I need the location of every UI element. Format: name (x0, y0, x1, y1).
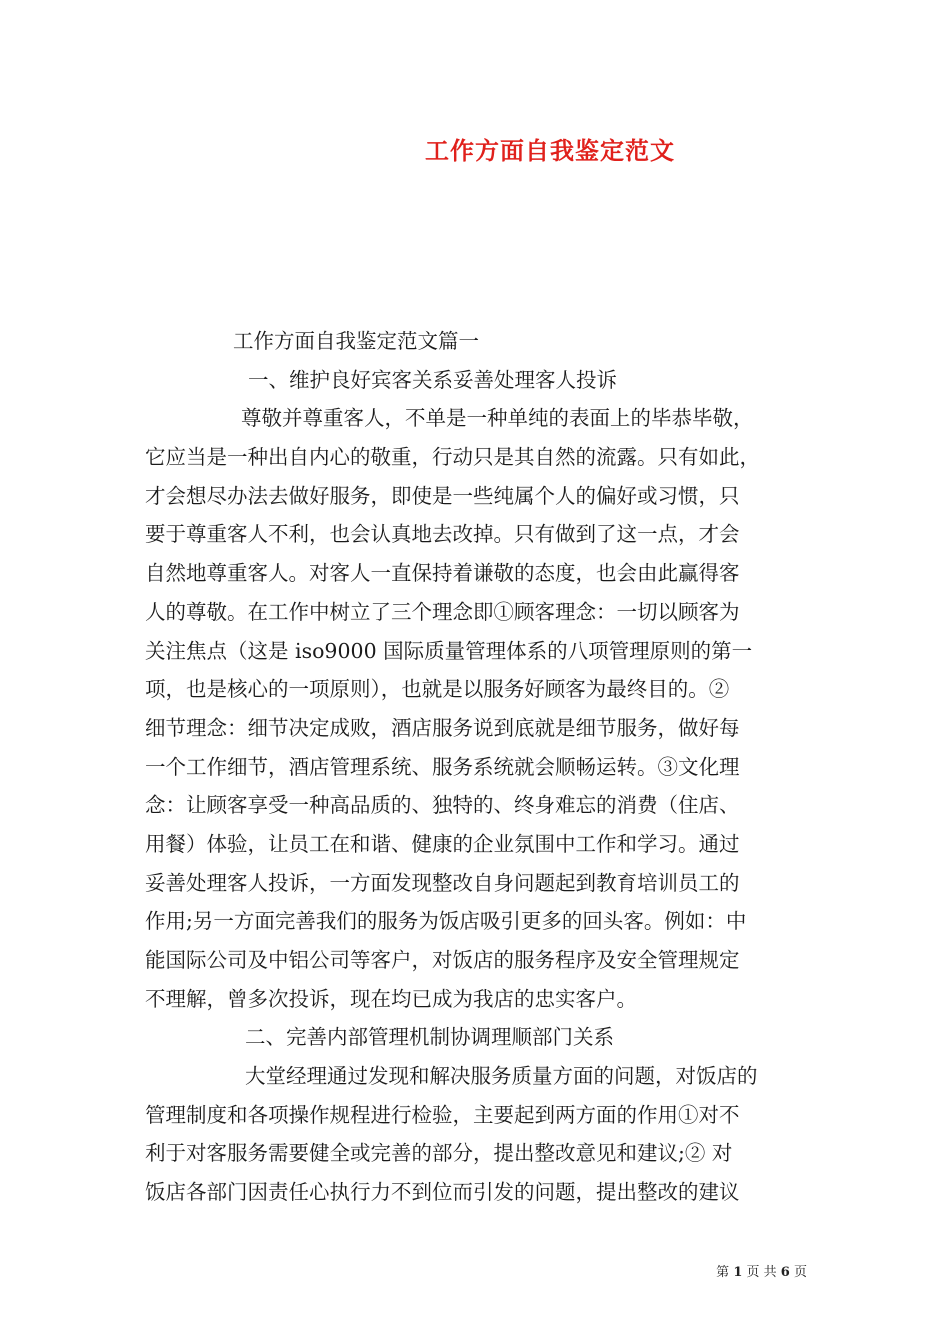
total-page-number: 6 (780, 1265, 790, 1280)
paragraph-line: 作用;另一方面完善我们的服务为饭店吸引更多的回头客。例如：中 (145, 909, 747, 934)
paragraph-line: 不理解，曾多次投诉，现在均已成为我店的忠实客户。 (145, 986, 637, 1011)
page-number-footer (716, 1263, 807, 1283)
footer-suffix: 页 (793, 1265, 807, 1280)
paragraph-line: 利于对客服务需要健全或完善的部分，提出整改意见和建议;② 对 (145, 1141, 733, 1166)
paragraph-line: 大堂经理通过发现和解决服务质量方面的问题，对饭店的 (245, 1064, 758, 1089)
paragraph-line: 尊敬并尊重客人，不单是一种单纯的表面上的毕恭毕敬， (241, 406, 754, 431)
subsection-heading: 二、完善内部管理机制协调理顺部门关系 (245, 1025, 614, 1050)
paragraph-line: 要于尊重客人不利，也会认真地去改掉。只有做到了这一点，才会 (145, 522, 740, 547)
paragraph-line: 自然地尊重客人。对客人一直保持着谦敬的态度，也会由此赢得客 (145, 561, 740, 586)
subsection-heading: 一、维护良好宾客关系妥善处理客人投诉 (248, 367, 617, 392)
paragraph-line: 关注焦点（这是 iso9000 国际质量管理体系的八项管理原则的第一 (145, 638, 753, 663)
paragraph-line: 才会想尽办法去做好服务，即使是一些纯属个人的偏好或习惯，只 (145, 483, 740, 508)
paragraph-line: 能国际公司及中铝公司等客户，对饭店的服务程序及安全管理规定 (145, 948, 740, 972)
paragraph-line: 饭店各部门因责任心执行力不到位而引发的问题，提出整改的建议 (145, 1180, 740, 1205)
paragraph-line: 用餐）体验，让员工在和谐、健康的企业氛围中工作和学习。通过 (145, 831, 740, 856)
paragraph-line: 一个工作细节，酒店管理系统、服务系统就会顺畅运转。③文化理 (145, 754, 740, 779)
footer-middle: 页 共 (746, 1265, 777, 1280)
document-title: 工作方面自我鉴定范文 (425, 136, 675, 165)
paragraph-line: 人的尊敬。在工作中树立了三个理念即①顾客理念：一切以顾客为 (145, 599, 740, 624)
section-heading: 工作方面自我鉴定范文篇一 (233, 329, 479, 353)
paragraph-line: 它应当是一种出自内心的敬重，行动只是其自然的流露。只有如此， (145, 445, 760, 470)
footer-prefix: 第 (716, 1265, 730, 1280)
current-page-number: 1 (733, 1265, 743, 1280)
document-body (145, 322, 810, 1212)
paragraph-line: 项，也是核心的一项原则），也就是以服务好顾客为最终目的。② (145, 677, 730, 702)
paragraph-line: 念：让顾客享受一种高品质的、独特的、终身难忘的消费（住店、 (145, 793, 740, 818)
paragraph-line: 妥善处理客人投诉，一方面发现整改自身问题起到教育培训员工的 (145, 870, 740, 895)
paragraph-line: 细节理念：细节决定成败，酒店服务说到底就是细节服务，做好每 (145, 715, 740, 740)
paragraph-line: 管理制度和各项操作规程进行检验，主要起到两方面的作用①对不 (145, 1102, 740, 1127)
